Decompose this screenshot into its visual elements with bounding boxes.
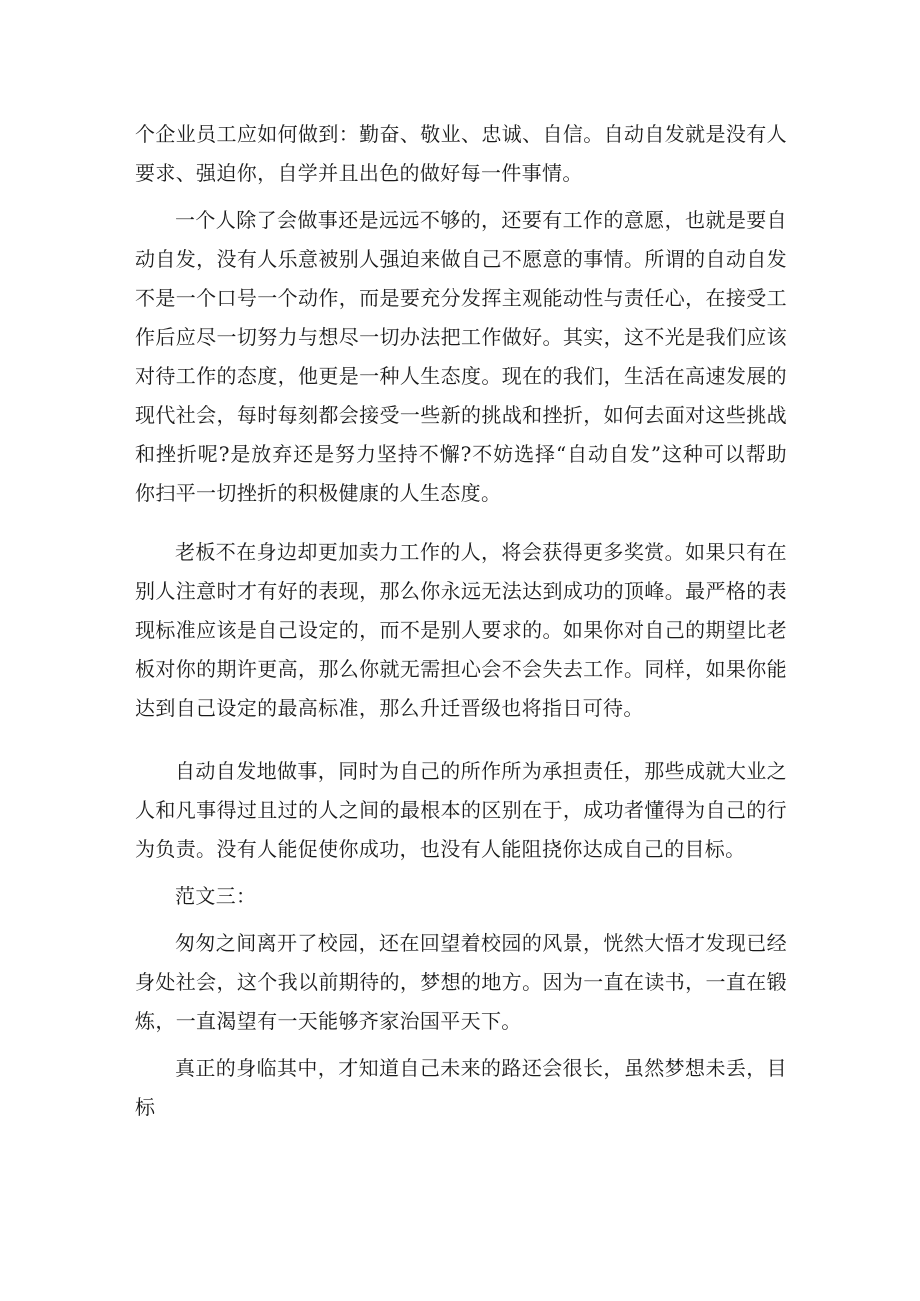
paragraph-4: 自动自发地做事，同时为自己的所作所为承担责任，那些成就大业之人和凡事得过且过的人之间的最根本的区别在于，成功者懂得为自己的行为负责。没有人能促使你成功，也没有人能阻挠你达成自己的目标。 <box>135 759 787 861</box>
paragraph-5: 匆匆之间离开了校园，还在回望着校园的风景，恍然大悟才发现已经身处社会，这个我以前期待的，梦想的地方。因为一直在读书，一直在锻炼，一直渴望有一天能够齐家治国平天下。 <box>135 931 787 1033</box>
paragraph-3: 老板不在身边却更加卖力工作的人，将会获得更多奖赏。如果只有在别人注意时才有好的表现，那么你永远无法达到成功的顶峰。最严格的表现标准应该是自己设定的，而不是别人要求的。如果你对自己的期望比老板对你的期许更高，那么你就无需担心会不会失去工作。同样，如果你能达到自己设定的最高标准，那么升迁晋级也将指日可待。 <box>135 540 787 720</box>
paragraph-6: 真正的身临其中，才知道自己未来的路还会很长，虽然梦想未丢，目标 <box>135 1056 787 1119</box>
paragraph-2: 一个人除了会做事还是远远不够的，还要有工作的意愿，也就是要自动自发，没有人乐意被别人强迫来做自己不愿意的事情。所谓的自动自发不是一个口号一个动作，而是要充分发挥主观能动性与责任心，在接受工作后应尽一切努力与想尽一切办法把工作做好。其实，这不光是我们应该对待工作的态度，他更是一种人生态度。现在的我们，生活在高速发展的现代社会，每时每刻都会接受一些新的挑战和挫折，如何去面对这些挑战和挫折呢?是放弃还是努力坚持不懈?不妨选择“自动自发”这种可以帮助你扫平一切挫折的积极健康的人生态度。 <box>135 208 787 505</box>
section-heading: 范文三： <box>175 884 257 908</box>
paragraph-1: 个企业员工应如何做到：勤奋、敬业、忠诚、自信。自动自发就是没有人要求、强迫你，自学并且出色的做好每一件事情。 <box>135 122 787 185</box>
document-body <box>135 115 787 1127</box>
